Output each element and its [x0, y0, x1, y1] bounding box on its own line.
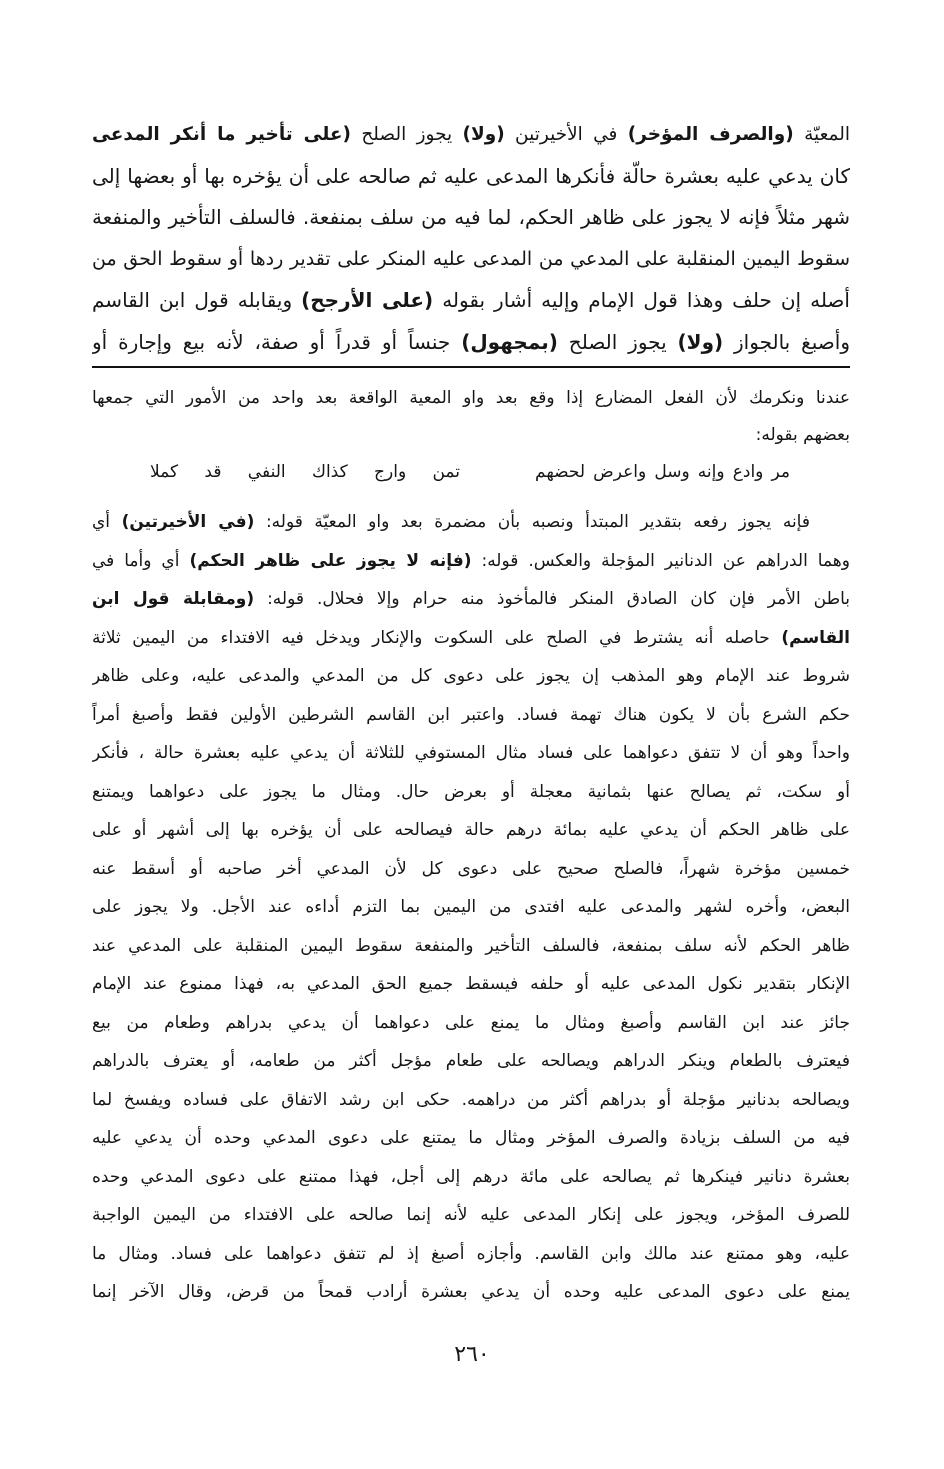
- footnote-line: [92, 965, 850, 1004]
- footnote-line: [92, 657, 850, 696]
- emphasized-quote: (على الأرجح): [301, 288, 434, 312]
- emphasized-quote: (في الأخيرتين): [121, 512, 255, 532]
- footnote-line: [92, 1004, 850, 1043]
- text-run: أي: [92, 512, 122, 532]
- footnote-line: [92, 696, 850, 735]
- text-run: فيه من السلف بزيادة والصرف المؤخر ومثال ما يمتنع على دعوى المدعي وحده أن يدعي عليه: [92, 1128, 850, 1148]
- text-run: خمسين مؤخرة شهراً، فالصلح صحيح على دعوى كل لأن المدعي أخر صاحبه أو أسقط عنه: [92, 858, 850, 879]
- footnote-intro-block: [92, 380, 850, 454]
- footnote-line: [92, 1235, 850, 1274]
- text-run: ظاهر الحكم لأنه سلف بمنفعة، فالسلف التأخير والمنفعة سقوط اليمين المنقلبة على المدعي عند: [92, 935, 850, 956]
- main-text-line: [92, 239, 850, 281]
- footnote-line: [92, 888, 850, 927]
- footnote-line: [92, 1158, 850, 1197]
- footnote-paragraph-block: [92, 503, 850, 1312]
- text-run: الإنكار بتقدير نكول المدعى عليه أو حلفه فيسقط جميع الحق المدعي به، فهذا ممنوع عند الإمام: [92, 974, 850, 994]
- footnote-line: [92, 1196, 850, 1235]
- text-run: كان يدعي عليه بعشرة حالّة فأنكرها المدعى عليه ثم صالحه على أن يؤخره بها أو بعضها إلى: [92, 163, 850, 188]
- text-run: وأصبغ بالجواز: [723, 329, 850, 354]
- main-text-line: [92, 322, 850, 364]
- main-text-line: [92, 280, 850, 322]
- footnote-line: [92, 773, 850, 812]
- text-run: ويقابله قول ابن القاسم: [92, 288, 302, 312]
- footnote-line: [92, 417, 850, 454]
- text-run: فإنه يجوز رفعه بتقدير المبتدأ ونصبه بأن مضمرة بعد واو المعيّة قوله:: [254, 512, 810, 532]
- text-run: أو سكت، ثم يصالح عنها بثمانية معجلة أو بعرض حال. ومثال ما يجوز على دعواهما ويمتنع: [92, 781, 850, 802]
- text-run: فيعترف بالطعام وينكر الدراهم ويصالحه على طعام مؤجل أكثر من طعامه، أو يعترف بالدراهم: [92, 1051, 850, 1071]
- text-run: على ظاهر الحكم أن يدعي عليه بمائة درهم حالة فيصالحه على أن يؤخره بها إلى أشهر أو على: [92, 820, 850, 840]
- text-run: تمن وارج كذاك النفي قد كملا: [150, 462, 460, 482]
- emphasized-quote: القاسم): [781, 627, 850, 648]
- text-run: أصله إن حلف وهذا قول الإمام وإليه أشار بقوله: [433, 288, 850, 312]
- text-run: بعشرة دنانير فينكرها ثم يصالحه على مائة درهم إلى أجل، فهذا ممتنع على دعوى المدعي وحده: [92, 1166, 850, 1187]
- footnote-line: [92, 542, 850, 581]
- footnote-line: [92, 503, 850, 542]
- footnote-line: [92, 1119, 850, 1158]
- text-run: البعض، وأخره لشهر والمدعى عليه افتدى من اليمين بما التزم أداءه عند الأجل. ولا يجوز على: [92, 897, 850, 917]
- verse-second-hemistich: [150, 454, 460, 491]
- footnote-line: [92, 927, 850, 966]
- text-run: شروط عند الإمام وهو المذهب إن يجوز على دعوى كل من المدعي والمدعى عليه، وعلى ظاهر: [92, 666, 850, 686]
- text-run: ويصالحه بدنانير مؤجلة أو بدراهم أكثر من دراهمه. حكى ابن رشد الاتفاق على فساده ويفسخ لما: [92, 1089, 850, 1110]
- footnote-line: [92, 619, 850, 658]
- emphasized-quote: (فإنه لا يجوز على ظاهر الحكم): [189, 550, 472, 571]
- text-run: باطن الأمر فإن كان الصادق المنكر فالمأخوذ منه حرام وإلا فحلال. قوله:: [254, 589, 850, 609]
- footnote-line: [92, 1081, 850, 1120]
- text-run: وهما الدراهم عن الدنانير المؤجلة والعكس. قوله:: [471, 550, 850, 571]
- text-run: سقوط اليمين المنقلبة على المدعي من المدعى عليه المنكر على تقدير ردها أو سقوط الحق من: [92, 247, 850, 270]
- footnote-line: [92, 811, 850, 850]
- main-text-line: [92, 156, 850, 198]
- text-run: يجوز الصلح: [557, 329, 678, 354]
- emphasized-quote: (على تأخير ما أنكر المدعى: [92, 124, 351, 145]
- text-run: في الأخيرتين: [504, 124, 628, 145]
- emphasized-quote: (بمجهول): [461, 329, 558, 354]
- text-run: يجوز الصلح: [350, 124, 463, 145]
- main-text-line: [92, 197, 850, 239]
- footnote-line: [92, 380, 850, 417]
- text-run: للصرف المؤخر، ويجوز على إنكار المدعى عليه لأنه إنما صالحه على الافتداء من اليمين الواجبة: [92, 1205, 850, 1225]
- text-run: عليه، وهو ممتنع عند مالك وابن القاسم. وأجازه أصبغ إذ لم تتفق دعواهما على فساد. ومثال ما: [92, 1243, 850, 1264]
- emphasized-quote: (ومقابلة قول ابن: [92, 589, 255, 609]
- emphasized-quote: (والصرف المؤخر): [627, 124, 794, 145]
- footnote-line: [92, 580, 850, 619]
- footnote-line: [92, 1273, 850, 1312]
- footnote-separator: [92, 366, 850, 368]
- verse-first-hemistich: [535, 454, 790, 491]
- page-number: ٢٦٠: [454, 1342, 490, 1367]
- emphasized-quote: (ولا): [462, 124, 505, 145]
- footnote-line: [92, 850, 850, 889]
- text-run: جنساً أو قدراً أو صفة، لأنه بيع وإجارة أو: [92, 329, 462, 354]
- main-text-block: [92, 114, 850, 363]
- text-run: بعضهم بقوله:: [755, 425, 850, 445]
- text-run: عندنا ونكرمك لأن الفعل المضارع إذا وقع بعد واو المعية الواقعة بعد واحد من الأمور التي جمعها: [92, 388, 850, 408]
- text-run: يمنع على دعوى المدعى عليه وحده أن يدعي بعشرة أرادب قمحاً من قرض، وقال الآخر إنما: [92, 1282, 850, 1302]
- text-run: مر وادع وإنه وسل واعرض لحضهم: [535, 462, 790, 482]
- text-run: المعيّة: [793, 124, 850, 145]
- main-text-line: [92, 114, 850, 156]
- footnote-line: [92, 1042, 850, 1081]
- footnote-line: [92, 734, 850, 773]
- text-run: حاصله أنه يشترط في الصلح على السكوت والإنكار ويدخل فيه الافتداء من اليمين ثلاثة: [92, 627, 782, 648]
- text-run: شهر مثلاً فإنه لا يجوز على ظاهر الحكم، لما فيه من سلف بمنفعة. فالسلف التأخير والمنفعة: [92, 205, 850, 229]
- text-run: جائز عند ابن القاسم وأصبغ ومثال ما يمنع على دعواهما أن يدعي بدراهم وطعام من بيع: [92, 1012, 850, 1033]
- text-run: واحداً وهو أن لا تتفق دعواهما على فساد مثال المستوفي للثلاثة أن يدعي عليه بعشرة حالة ، فأنكر: [92, 743, 850, 763]
- text-run: أي وأما في: [92, 550, 190, 571]
- text-run: حكم الشرع بأن لا يكون هناك تهمة فساد. واعتبر ابن القاسم الشرطين الأولين فقط وأصبغ أمراً: [92, 704, 850, 725]
- emphasized-quote: (ولا): [677, 329, 724, 354]
